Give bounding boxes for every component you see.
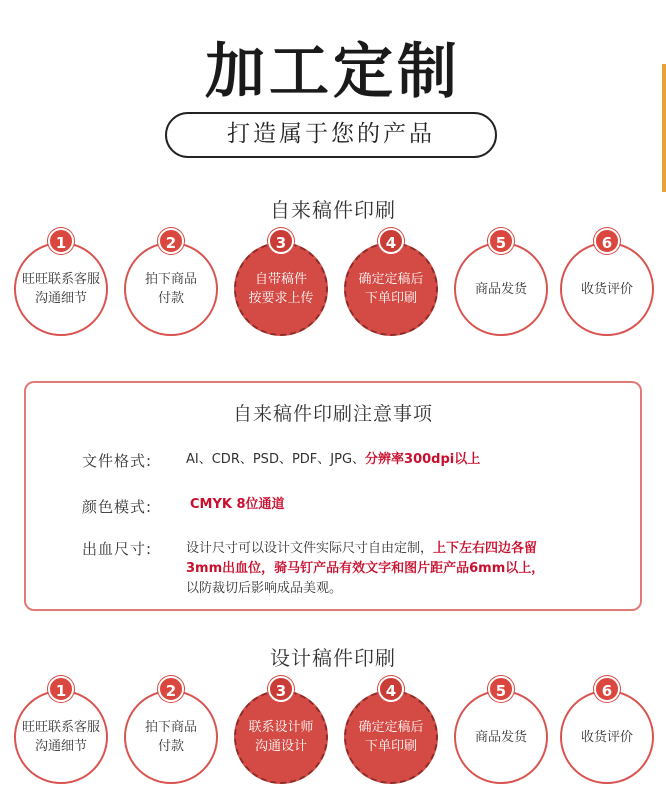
step-line-2: 沟通设计 xyxy=(254,739,307,754)
step-line-1: 收货评价 xyxy=(580,729,633,745)
step-number-badge: 3 xyxy=(268,228,294,254)
step-line-1: 确定定稿后 xyxy=(358,720,424,735)
process-steps-design xyxy=(0,676,666,786)
step-line-2: 下单印刷 xyxy=(364,291,417,306)
step-circle xyxy=(234,242,328,336)
file-format-label: 文件格式: xyxy=(82,452,153,470)
bleed-highlight-2: 3mm出血位，骑马钉产品有效文字和图片距产品6mm以上， xyxy=(186,561,545,576)
step-line-1: 联系设计师 xyxy=(248,720,314,735)
file-format-value xyxy=(186,450,480,470)
step-circle xyxy=(344,242,438,336)
step-circle xyxy=(560,242,654,336)
color-mode-highlight: CMYK 8位通道 xyxy=(190,497,285,512)
page-subtitle: 打造属于您的产品 xyxy=(165,112,497,158)
step-line-2: 沟通细节 xyxy=(34,291,87,306)
step-4 xyxy=(344,682,438,784)
bleed-text-2: 以防裁切后影响成品美观。 xyxy=(186,581,343,596)
step-number-badge: 6 xyxy=(594,228,620,254)
notice-title: 自来稿件印刷注意事项 xyxy=(232,403,433,425)
step-line-1: 旺旺联系客服 xyxy=(21,272,100,287)
step-number-badge: 5 xyxy=(488,228,514,254)
step-5 xyxy=(454,234,548,336)
step-line-2: 付款 xyxy=(157,739,184,754)
step-line-1: 拍下商品 xyxy=(144,720,197,735)
step-circle xyxy=(124,242,218,336)
step-4 xyxy=(344,234,438,336)
bleed-value xyxy=(186,539,544,599)
page-title: 加工定制 xyxy=(205,37,461,107)
step-circle xyxy=(454,690,548,784)
file-format-highlight: 分辨率300dpi以上 xyxy=(365,452,481,467)
step-line-2: 按要求上传 xyxy=(248,291,314,306)
bleed-text-1: 设计尺寸可以设计文件实际尺寸自由定制， xyxy=(186,541,434,556)
color-mode-value xyxy=(190,495,285,515)
process-steps-self-provided xyxy=(0,228,666,338)
step-circle xyxy=(124,690,218,784)
step-3 xyxy=(234,682,328,784)
bleed-highlight-1: 上下左右四边各留 xyxy=(433,541,538,556)
step-2 xyxy=(124,234,218,336)
step-line-1: 拍下商品 xyxy=(144,272,197,287)
step-number-badge: 2 xyxy=(158,228,184,254)
step-line-1: 商品发货 xyxy=(474,281,527,297)
step-number-badge: 1 xyxy=(48,676,74,702)
step-line-2: 下单印刷 xyxy=(364,739,417,754)
section-title-design: 设计稿件印刷 xyxy=(270,646,396,670)
step-circle xyxy=(14,690,108,784)
step-line-2: 付款 xyxy=(157,291,184,306)
step-1 xyxy=(14,234,108,336)
step-line-2: 沟通细节 xyxy=(34,739,87,754)
step-line-1: 自带稿件 xyxy=(254,272,307,287)
step-circle xyxy=(454,242,548,336)
step-line-1: 确定定稿后 xyxy=(358,272,424,287)
step-number-badge: 5 xyxy=(488,676,514,702)
step-circle xyxy=(560,690,654,784)
step-6 xyxy=(560,682,654,784)
step-line-1: 商品发货 xyxy=(474,729,527,745)
step-circle xyxy=(344,690,438,784)
step-line-1: 旺旺联系客服 xyxy=(21,720,100,735)
step-number-badge: 4 xyxy=(378,228,404,254)
step-number-badge: 1 xyxy=(48,228,74,254)
step-1 xyxy=(14,682,108,784)
file-format-text: AI、CDR、PSD、PDF、JPG、 xyxy=(186,452,366,467)
step-2 xyxy=(124,682,218,784)
step-5 xyxy=(454,682,548,784)
bleed-label: 出血尺寸: xyxy=(82,540,153,558)
step-number-badge: 4 xyxy=(378,676,404,702)
color-mode-label: 颜色模式: xyxy=(82,498,153,516)
notice-box xyxy=(24,381,642,611)
step-circle xyxy=(14,242,108,336)
step-number-badge: 6 xyxy=(594,676,620,702)
section-title-self-provided: 自来稿件印刷 xyxy=(270,198,396,222)
step-6 xyxy=(560,234,654,336)
step-number-badge: 2 xyxy=(158,676,184,702)
step-number-badge: 3 xyxy=(268,676,294,702)
step-line-1: 收货评价 xyxy=(580,281,633,297)
step-3 xyxy=(234,234,328,336)
step-circle xyxy=(234,690,328,784)
